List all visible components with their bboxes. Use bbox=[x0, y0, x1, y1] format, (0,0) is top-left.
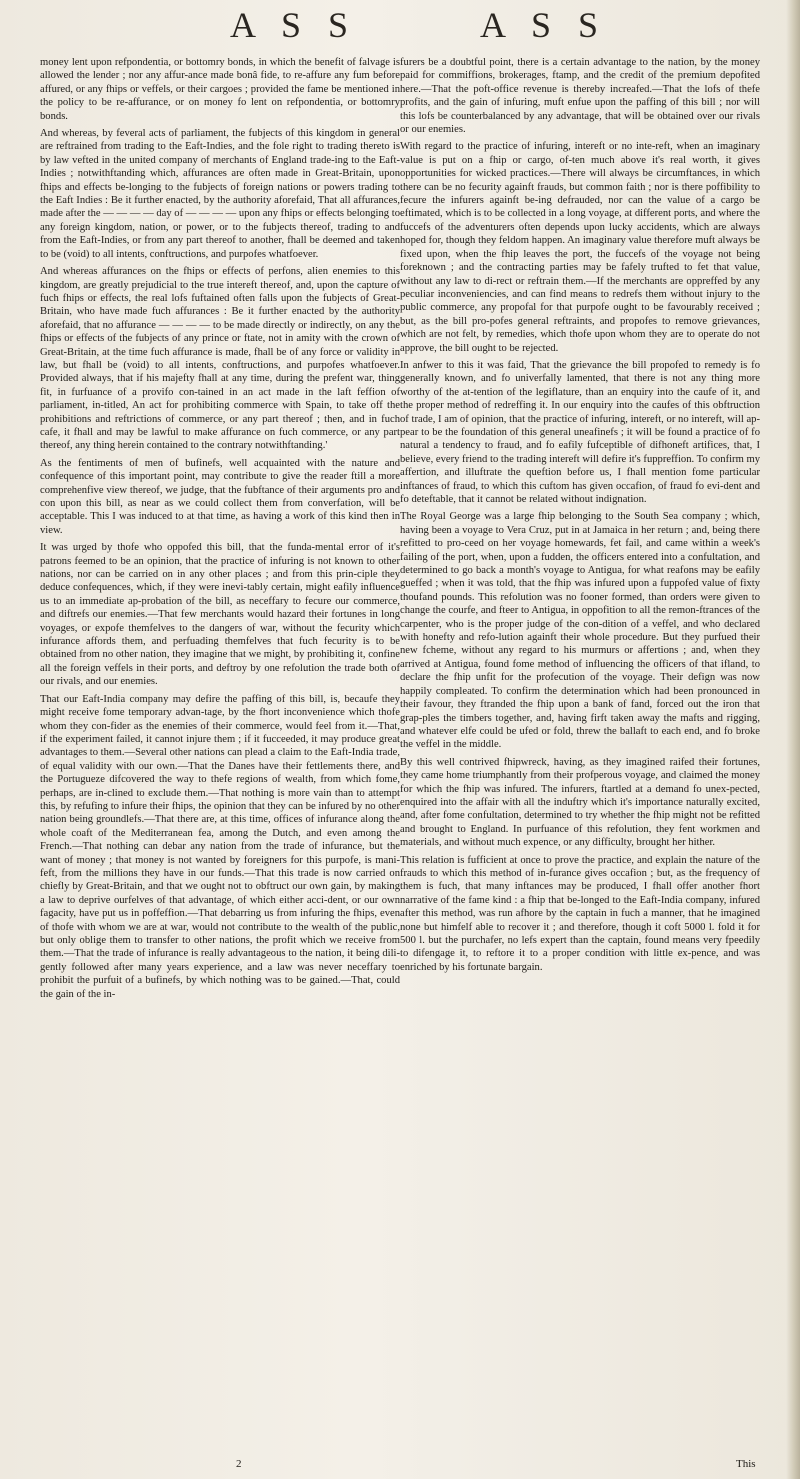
paragraph: And whereas affurances on the fhips or effects of perfons, alien enemies to this kingdom, are greatly prejudicial to the true intereft thereof, and, upon the capture of fuch fhips or effects, the real lofs fuftained often falls upon the fubjects of Great-Britain, who have made fuch affurances : Be it further enacted by the authority aforefaid, that no affurance — — — — to be made directly or indirectly, on any the fhips or effects of the fubjects of any prince or ftate, not in amity with the crown of Great-Britain, at the time fuch affurance is made, fhall be of any force or validity in law, but fhall be (void) to all intents, conftructions, and purpofes whatfoever. Provided always, that if his majefty fhall at any time, during the prefent war, thing fit, in furfuance of a provifo con-tained in an act made in the laft feffion of parliament, in-titled, An act for prohibiting commerce with Spain, to take off the prohibitions and reftrictions of commerce, or any part thereof ; then, and in fuch cafe, it fhall and may be lawful to make affurance on fuch commerce, or any part thereof, any thing herein contained to the contrary notwithftanding.' bbox=[40, 266, 400, 452]
paragraph: That our Eaft-India company may defire the paffing of this bill, is, becaufe they might receive fome temporary advan-tage, by the fhort inconvenience which thofe whom they con-fider as the enemies of their commerce, would feel from it.—That, if the experiment failed, it cannot injure them ; if it fucceeded, it may produce great advantages to them.—Several other nations can plead a claim to the Eaft-India trade, of equal validity with our own.—That the Danes have their fettlements there, and the Portugueze difcovered the way to thefe regions of wealth, from which fome, perhaps, are in-clined to exclude them.—That nothing is more vain than to attempt this, by refufing to infure their fhips, the opinion that they can be infured by no other nation being groundlefs.—That there are, at this time, offices of infurance along the whole coaft of the Mediterranean fea, among the Dutch, and even among the French.—That nothing can debar any nation from the trade of infurance, but the want of money ; that money is not wanted by foreigners for this purpofe, is mani-feft, from the millions they have in our funds.—That this trade is now carried on chiefly by Great-Britain, and that we ought not to obftruct our own gain, by making a law to deprive ourfelves of that advantage, of which either acci-dent, or our own fagacity, have put us in poffeffion.—That debarring us from infuring the fhips, even of thofe with whom we are at war, would not contribute to the wealth of the public, but only oblige them to transfer to other nations, the profit which we receive from them.—That the trade of infurance is really advantageous to the nation, it being dili-gently followed after many years experience, and a law was never neceffary to prohibit the purfuit of a bufinefs, by which nothing was to be gained.—That, could the gain of the in- bbox=[40, 693, 400, 1000]
paragraph: This relation is fufficient at once to prove the practice, and explain the nature of the frauds to which this method of in-furance gives occafion ; but, as the frequency of them is fuch, that many inftances may be produced, I fhall offer another fhort narrative of the fame kind : a fhip that be-longed to the Eaft-India company, infured after this method, was run afhore by the captain in fuch a manner, that he imagined none but himfelf able to recover it ; and therefore, though it coft 5000 l. fold it for 500 l. but the purchafer, no lefs expert than the captain, found means very fpeedily to difengage it, to reftore it to a proper condition with little ex-pence, and was enriched by his fortunate bargain. bbox=[400, 854, 760, 973]
paragraph: It was urged by thofe who oppofed this bill, that the funda-mental error of it's patrons feemed to be an opinion, that the practice of infuring is not known to other nations, nor can be carried on in any other places ; and from this prin-ciple they deduce confequences, which, if they were inevi-tably certain, might eafily influence us to an immediate ap-probation of the bill, as neceffary to fecure our commerce, and diftrefs our enemies.—That few merchants would hazard their fortunes in long voyages, or expofe themfelves to the dangers of war, without the fecurity which infurance affords them, and perfuading themfelves that fuch fecurity is to be obtained from no other nation, they imagine that we might, by prohibiting it, confine all the foreign veffels in their ports, and deftroy by one refolution the trade both of our rivals, and our enemies. bbox=[40, 542, 400, 688]
paragraph: furers be a doubtful point, there is a certain advantage to the nation, by the money paid for commiffions, brokerages, ftamp, and the credit of the premium depofited here.—That the poft-office revenue is thereby increafed.—That the lofs of thefe profits, and the gain of infuring, muft enfue upon the paffing of this bill ; nor will this lofs be counterbalanced by any advantage, that will be obtained over our rivals or our enemies. bbox=[400, 57, 760, 136]
paragraph: The Royal George was a large fhip belonging to the South Sea company ; which, having been a voyage to Vera Cruz, put in at Jamaica in her return ; and, being there refitted to pro-ceed on her voyage homewards, fet fail, and came within a week's failing of the port, when, upon a fudden, the officers entered into a confultation, and determined to go back a month's voyage to Antigua, for what reafons may be eafily gueffed ; when it was told, that the fhip was infured upon a fuppofed value of fixty thoufand pounds. This refolution was no fooner formed, than orders were given to change the courfe, and fteer to Antigua, in oppofition to all the remon-ftrances of the carpenter, who is the proper judge of the con-dition of a veffel, and who declared with honefty and refo-lution againft their whole procedure. But they purfued their new fcheme, without any regard to his murmurs or affertions ; and, when they arrived at Antigua, found fome method of influencing the officers of that ifland, to declare the fhip unfit for the profecution of the voyage. Their defign was now happily compleated. To confirm the determination which had been pronounced in their favour, they ftranded the fhip upon a bank of fand, forced out the iron that grap-ples the timbers together, and, having firft taken away the mafts and rigging, and whatever elfe could be ufed or fold, threw the ballaft to each end, and fo broke the veffel in the middle. bbox=[400, 511, 760, 751]
paragraph: And whereas, by feveral acts of parliament, the fubjects of this kingdom in general are reftrained from trading to the Eaft-Indies, and the fole right to trading thereto is by law vefted in the united company of merchants of England trade-ing to the Eaft-Indies ; notwithftanding which, affurances are often made in Great-Britain, upon fhips and effects be-longing to the fubjects of foreign nations or powers trading to the Eaft Indies : Be it further enacted, by the authority aforefaid, That all affurances, made after the — — — — day of — — — — upon any fhips or effects belonging to any foreign kingdom, nation, or power, or to the fubjects thereof, trading to and from the Eaft-Indies, or from any part thereof to another, fhall be deemed and taken to be (void) to all intents, conftructions, and purpofes whatfoever. bbox=[40, 128, 400, 260]
running-head-left: A S S bbox=[230, 5, 358, 45]
right-column bbox=[400, 56, 760, 978]
page-number: 2 bbox=[236, 1458, 242, 1470]
paragraph: money lent upon refpondentia, or bottomry bonds, in which the benefit of falvage is allowed the lender ; nor any affur-ance made bonâ fide, to re-affure any fum before affured, or any fhips or veffels, or their cargoes ; provided the fame be mentioned in the policy to be re-affurance, or on money fo lent on refpondentia, or bottomry bonds. bbox=[40, 57, 400, 122]
paragraph: With regard to the practice of infuring, intereft or no inte-reft, when an imaginary value is put on a fhip or cargo, of-ten much above it's real worth, it gives opportunities for wicked practices.—There will always be circumftances, in which there can be no fecurity againft frauds, but common faith ; nor is there poffibility to fecure the infurers againft be-ing defrauded, nor can the value of a cargo be eftimated, which is to be collected in a long voyage, at different ports, and where the fuccefs of the adventurers often depends upon lucky accidents, which are always hoped for, though they feldom happen. An imaginary value therefore muft always be fixed upon, when the fhip leaves the port, the fuccefs of the voyage not being foreknown ; and the contracting parties may be fafely trufted to fet that value, without any law to di-rect or reftrain them.—If the merchants are oppreffed by any peculiar inconveniencies, and can find means to redrefs them without injury to the public commerce, any propofal for that purpofe ought to be favourably received ; but, as the bill pro-pofes general reftraints, and propofes to remove grievances, which are not felt, by remedies, which thofe upon whom they are to operate do not approve, the bill ought to be rejected. bbox=[400, 141, 760, 354]
paragraph: In anfwer to this it was faid, That the grievance the bill propofed to remedy is fo generally known, and fo univerfally lamented, that there is not any thing more worthy of the at-tention of the legiflature, than an enquiry into the caufe of it, and the proper method of redreffing it. In our enquiry into the caufes of this obftruction of trade, I am of opinion, that the practice of infuring, intereft, or no intereft, will ap-pear to be the foundation of this general uneafinefs ; it will be found a practice of fo natural a tendency to fraud, and fo eafily fufceptible of difhoneft artifices, that, I believe, every friend to the trading intereft will defire it's fuppreffion. To confirm my affertion, and illuftrate the queftion before us, I fhall mention fome particular inftances of fraud, to which this cuftom has given occafion, of fraud fo evi-dent and fo deteftable, that it cannot be related without indignation. bbox=[400, 359, 760, 505]
paragraph: As the fentiments of men of bufinefs, well acquainted with the nature and confequence of this important point, may contribute to give the reader ftill a more comprehenfive view thereof, we judge, that the fubftance of their arguments pro and con upon this bill, as near as we could collect them from converfation, will be acceptable. This I was induced to at that time, as having a work of this kind then in view. bbox=[40, 457, 400, 536]
left-column bbox=[40, 56, 400, 1005]
running-head-right: A S S bbox=[480, 5, 608, 45]
paragraph: By this well contrived fhipwreck, having, as they imagined raifed their fortunes, they came home triumphantly from their profperous voyage, and claimed the money for which the fhip was infured. The infurers, ftartled at a demand fo unex-pected, enquired into the affair with all the induftry which it's importance naturally excited, and, after fome confultation, determined to try whether the fhip might not be refitted and brought to England. In purfuance of this refolution, they fent workmen and materials, and without much expence, or any difficulty, brought her hither. bbox=[400, 756, 760, 849]
page-edge-shadow bbox=[786, 0, 800, 1479]
catchword: This bbox=[736, 1458, 756, 1470]
